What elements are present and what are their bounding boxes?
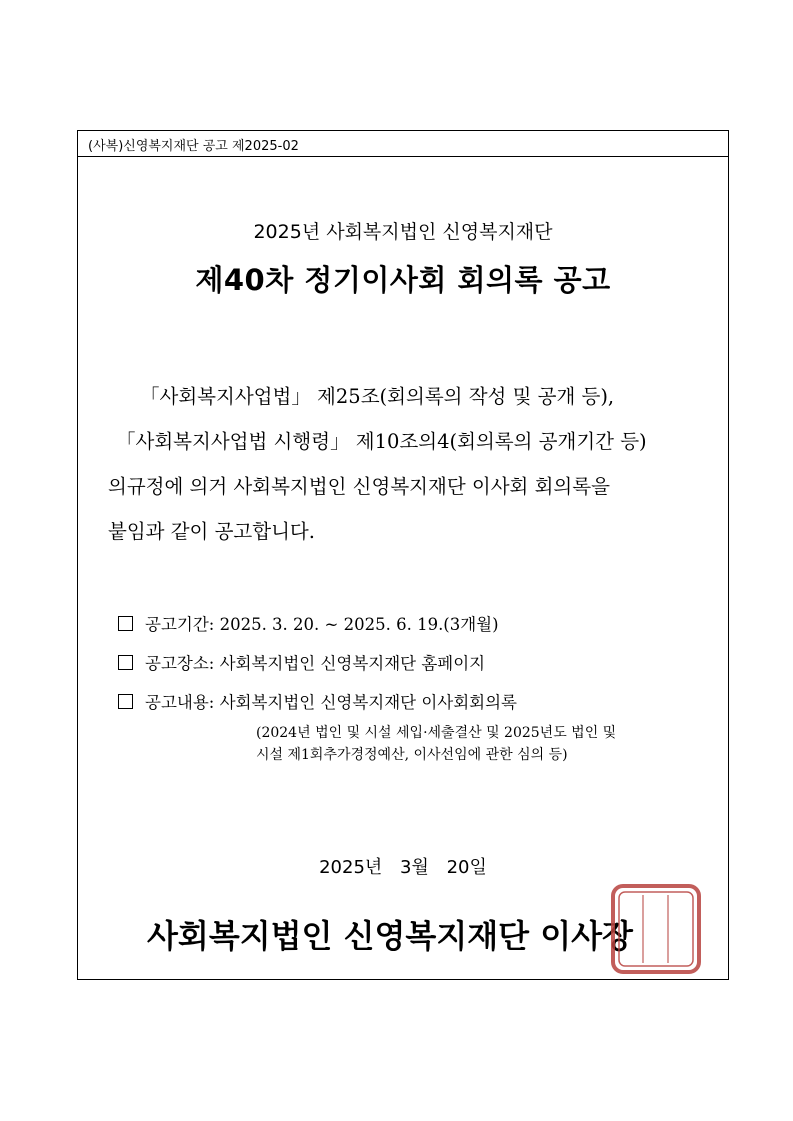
- item-value: 사회복지법인 신영복지재단 이사회회의록: [219, 693, 517, 712]
- organization-name: 사회복지법인 신영복지재단 이사장: [147, 917, 633, 955]
- body-line: 「사회복지사업법」 제25조(회의록의 작성 및 공개 등),: [140, 385, 615, 408]
- header-divider: [78, 156, 728, 157]
- item-label: 공고장소:: [145, 654, 215, 673]
- body-line: 의규정에 의거 사회복지법인 신영복지재단 이사회 회의록을: [108, 475, 610, 498]
- notice-place-item: [118, 650, 485, 674]
- body-line: 「사회복지사업법 시행령」 제10조의4(회의록의 공개기간 등): [116, 430, 647, 453]
- item-value: 사회복지법인 신영복지재단 홈페이지: [219, 654, 486, 673]
- notice-date: 2025년 3월 20일: [319, 857, 487, 878]
- notice-content-item: [118, 689, 517, 713]
- checkbox-square-icon: [118, 655, 133, 670]
- notice-title: 제40차 정기이사회 회의록 공고: [195, 263, 611, 297]
- item-label: 공고내용:: [145, 693, 215, 712]
- notice-period-item: [118, 611, 499, 635]
- item-value: 2025. 3. 20. ~ 2025. 6. 19.(3개월): [219, 615, 499, 634]
- content-detail-line: (2024년 법인 및 시설 세입·세출결산 및 2025년도 법인 및: [256, 725, 617, 741]
- item-label: 공고기간:: [145, 615, 215, 634]
- checkbox-square-icon: [118, 616, 133, 631]
- content-detail-line: 시설 제1회추가경정예산, 이사선임에 관한 심의 등): [256, 747, 568, 763]
- checkbox-square-icon: [118, 694, 133, 709]
- notice-number: (사복)신영복지재단 공고 제2025-02: [88, 139, 299, 154]
- body-line: 붙임과 같이 공고합니다.: [108, 520, 315, 543]
- official-seal-icon: [610, 883, 702, 975]
- notice-subtitle: 2025년 사회복지법인 신영복지재단: [253, 221, 553, 243]
- notice-frame: [77, 130, 729, 980]
